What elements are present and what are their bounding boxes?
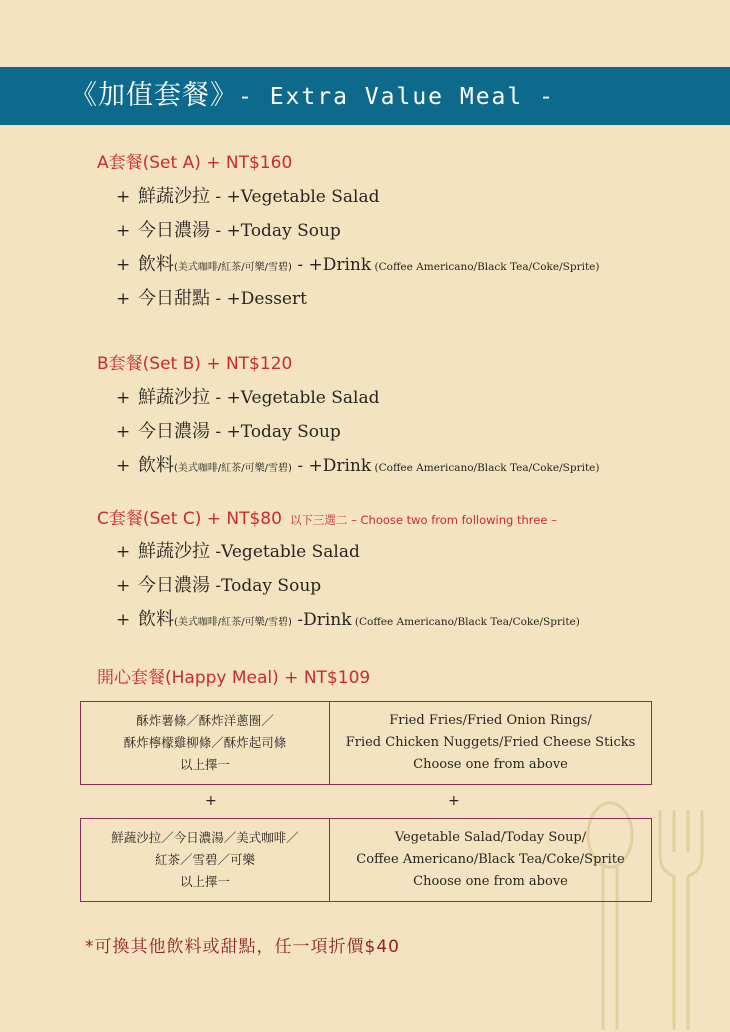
set-b-item: + 飲料(美式咖啡/紅茶/可樂/雪碧) - +Drink (Coffee Americano/Black Tea/Coke/Sprite) xyxy=(116,455,600,476)
footnote: *可換其他飲料或甜點，任一項折價$40 xyxy=(85,937,400,957)
fork-icon xyxy=(660,810,702,1030)
happy-meal-box-2 xyxy=(80,818,652,902)
box2-zh: 鮮蔬沙拉／今日濃湯／美式咖啡／ 紅茶／雪碧／可樂 以上擇一 xyxy=(81,819,330,902)
set-c-heading: C套餐(Set C) + NT$80 以下三選二 – Choose two from following three – xyxy=(97,509,557,529)
box1-zh: 酥炸薯條／酥炸洋蔥圈／ 酥炸檸檬雞柳條／酥炸起司條 以上擇一 xyxy=(81,702,330,785)
title-en: - Extra Value Meal - xyxy=(238,84,555,110)
plus-sign: + xyxy=(448,793,460,809)
set-a-item: + 今日甜點 - +Dessert xyxy=(116,288,307,309)
set-a-heading: A套餐(Set A) + NT$160 xyxy=(97,153,293,173)
happy-meal-heading: 開心套餐(Happy Meal) + NT$109 xyxy=(97,668,371,688)
set-c-item: + 今日濃湯 -Today Soup xyxy=(116,575,322,596)
set-b-item: + 鮮蔬沙拉 - +Vegetable Salad xyxy=(116,387,380,408)
set-b-heading: B套餐(Set B) + NT$120 xyxy=(97,354,293,374)
set-a-item: + 飲料(美式咖啡/紅茶/可樂/雪碧) - +Drink (Coffee Americano/Black Tea/Coke/Sprite) xyxy=(116,254,600,275)
title-zh: 《加值套餐》 xyxy=(70,80,238,111)
box2-en: Vegetable Salad/Today Soup/ Coffee Americano/Black Tea/Coke/Sprite Choose one from above xyxy=(330,819,652,902)
set-c-note: 以下三選二 – Choose two from following three – xyxy=(289,513,557,527)
set-c-item: + 鮮蔬沙拉 -Vegetable Salad xyxy=(116,541,360,562)
plus-sign: + xyxy=(205,793,217,809)
title-banner xyxy=(0,67,730,125)
happy-meal-box-1 xyxy=(80,701,652,785)
set-a-item: + 鮮蔬沙拉 - +Vegetable Salad xyxy=(116,186,380,207)
set-c-item: + 飲料(美式咖啡/紅茶/可樂/雪碧) -Drink (Coffee Americano/Black Tea/Coke/Sprite) xyxy=(116,609,580,630)
set-b-item: + 今日濃湯 - +Today Soup xyxy=(116,421,341,442)
box1-en: Fried Fries/Fried Onion Rings/ Fried Chicken Nuggets/Fried Cheese Sticks Choose one from above xyxy=(330,702,652,785)
set-a-item: + 今日濃湯 - +Today Soup xyxy=(116,220,341,241)
page-title xyxy=(70,79,555,114)
